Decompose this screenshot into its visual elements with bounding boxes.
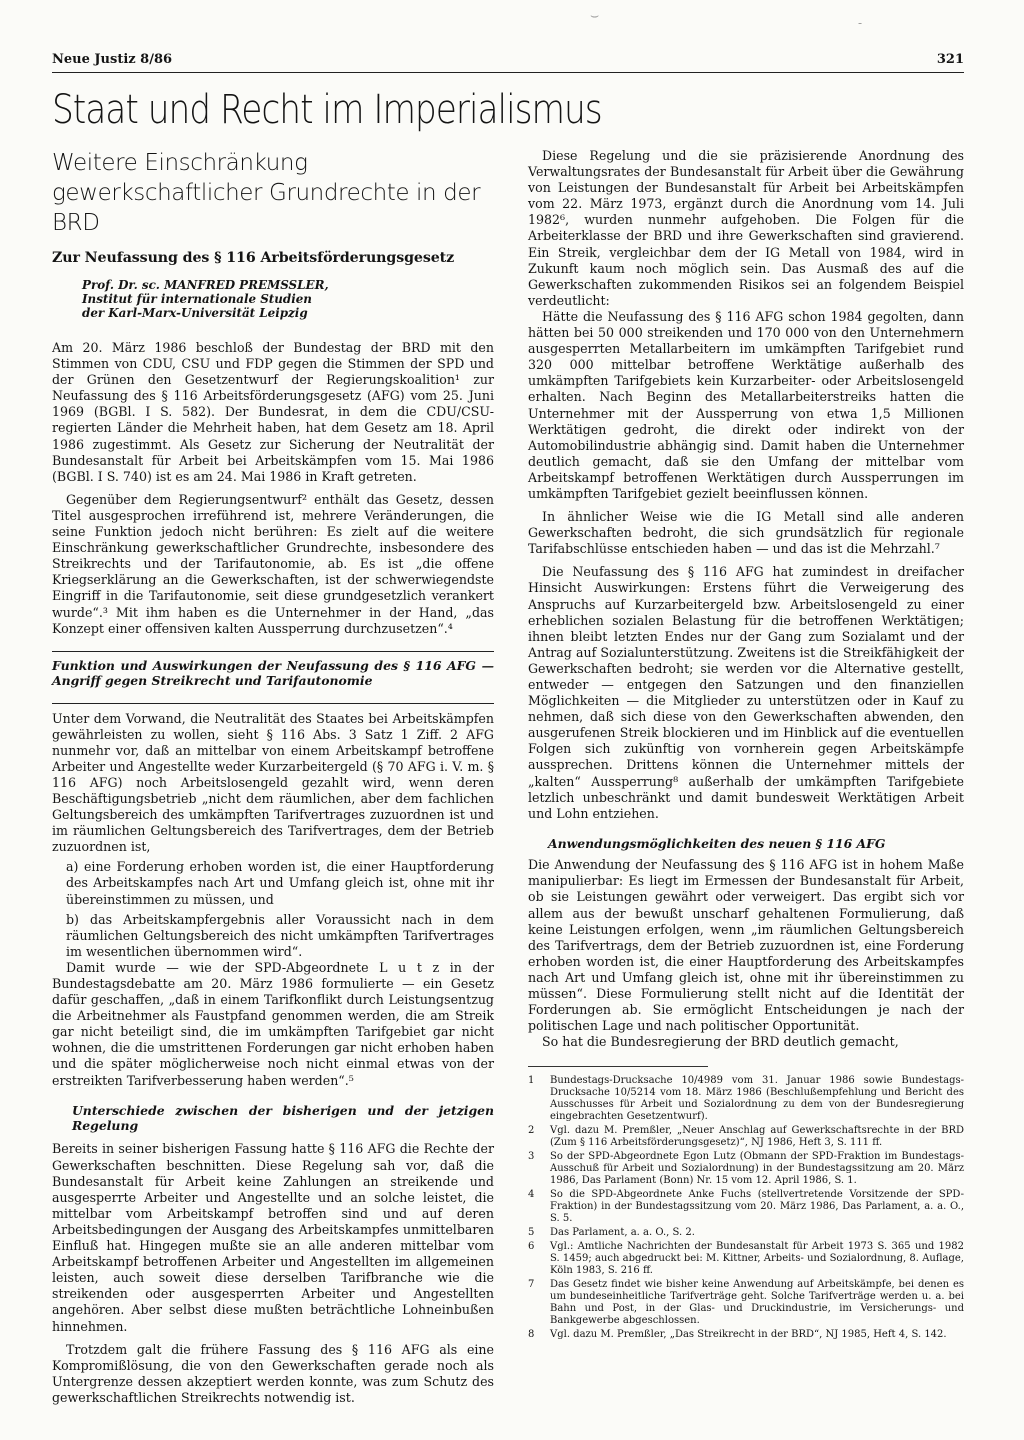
footnote-text: Vgl.: Amtliche Nachrichten der Bundesanstalt für Arbeit 1973 S. 365 und 1982 S. 1459; auch abgedruckt bei: M. Kittner, Arbeits- und Sozialordnung, 8. Auflage, Köln 1983, S. 216 ff. xyxy=(550,1241,964,1277)
author-block xyxy=(82,278,494,320)
author-name: Prof. Dr. sc. MANFRED PREMSSLER, xyxy=(82,278,329,292)
paragraph: Damit wurde — wie der SPD-Abgeordnete L u t z in der Bundestagsdebatte am 20. März 1986 formulierte — ein Gesetz dafür geschaffen, „daß in einem Tarifkonflikt durch Leistungsentzug die Arbeitnehmer als Faustpfand genommen werden, die am Streik gar nicht beteiligt sind, die im umkämpften Tarifgebiet gar nicht wohnen, die die umstrittenen Forderungen gar nicht erhoben haben und die später möglicherweise noch nicht einmal etwas von der erstreikten Tarifverbesserung haben werden“.⁵ xyxy=(52,959,494,1088)
subheading: Funktion und Auswirkungen der Neufassung des § 116 AFG — Angriff gegen Streikrecht und Tarifautonomie xyxy=(52,657,494,689)
footnote xyxy=(528,1075,964,1123)
footnote-number: 4 xyxy=(528,1189,535,1201)
paragraph: In ähnlicher Weise wie die IG Metall sind alle anderen Gewerkschaften bedroht, die sich grundsätzlich für regionale Tarifabschlüsse entschieden haben — und das ist die Mehrzahl.⁷ xyxy=(528,509,964,557)
paragraph: Hätte die Neufassung des § 116 AFG schon 1984 gegolten, dann hätten bei 50 000 streikenden und 170 000 von den Unternehmern ausgesperrten Metallarbeitern im umkämpften Tarifgebiet rund 320 000 mittelbar betroffene Werktätige außerhalb des umkämpften Tarifgebiets kein Kurzarbeiter- oder Arbeitslosengeld erhalten. Nach Beginn des Metallarbeiterstreiks hatten die Unternehmer mit der Aussperrung von etwa 1,5 Millionen Werktätigen gedroht, die direkt oder indirekt von der Automobilindustrie abhängig sind. Damit haben die Unternehmer deutlich gemacht, daß sie den Umfang der mittelbar vom Arbeitskampf betroffenen Werktätigen durch Aussperrungen im umkämpften Tarifgebiet gezielt beeinflussen können. xyxy=(528,308,964,501)
footnote xyxy=(528,1189,964,1225)
journal-name: Neue Justiz 8/86 xyxy=(52,52,173,67)
subheading: Anwendungsmöglichkeiten des neuen § 116 AFG xyxy=(548,835,886,851)
footnote-text: So der SPD-Abgeordnete Egon Lutz (Obmann der SPD-Fraktion im Bundestags-Ausschuß für Arbeit und Sozialordnung) in der Bundestagssitzung am 20. März 1986, Das Parlament (Bonn) Nr. 15 vom 12. April 1986, S. 1. xyxy=(550,1151,964,1187)
paragraph: Die Neufassung des § 116 AFG hat zumindest in dreifacher Hinsicht Auswirkungen: Erstens führt die Verweigerung des Anspruchs auf Kurzarbeitergeld bzw. Arbeitslosengeld zu einer erheblichen sozialen Belastung für die betroffenen Werktätigen; ihnen bleibt letzten Endes nur der Gang zum Sozialamt und der Antrag auf Sozialunterstützung. Zweitens ist die Streikfähigkeit der Gewerkschaften bedroht; sie werden vor die Alternative gestellt, entweder — entgegen den Satzungen und den finanziellen Möglichkeiten — die Mitglieder zu unterstützen oder in Kauf zu nehmen, daß sich diese von den Gewerkschaften abwenden, den ausgerufenen Streik blockieren und im Hinblick auf die eventuellen Folgen sich zukünftig von vornherein gegen Arbeitskämpfe aussprechen. Drittens können die Unternehmer mittels der „kalten“ Aussperrung⁸ außerhalb der umkämpften Tarifgebiete letzlich unbeschränkt und damit bundesweit Werktätigen Arbeit und Lohn entziehen. xyxy=(528,564,964,821)
footnote xyxy=(528,1125,964,1149)
footnote-text: Das Gesetz findet wie bisher keine Anwendung auf Arbeitskämpfe, bei denen es um bundeseinheitliche Tarifverträge geht. Solche Tarifverträge werden u. a. bei Bahn und Post, in der Glas- und Druckindustrie, im Versicherungs- und Bankgewerbe abgeschlossen. xyxy=(550,1279,964,1327)
footnote-number: 8 xyxy=(528,1329,535,1341)
footnotes xyxy=(528,1075,964,1341)
article-title xyxy=(52,148,494,238)
footnote-text: Vgl. dazu M. Premßler, „Neuer Anschlag auf Gewerkschaftsrechte in der BRD (Zum § 116 Arbeitsförderungsgesetz)“, NJ 1986, Heft 3, S. 111 ff. xyxy=(550,1125,964,1149)
footnote xyxy=(528,1151,964,1187)
list-item: b) das Arbeitskampfergebnis aller Voraussicht nach in dem räumlichen Geltungsbereich des nicht umkämpften Tarifvertrages im wesentlichen übernommen wird“. xyxy=(66,911,494,959)
page-number: 321 xyxy=(936,52,964,67)
footnote xyxy=(528,1227,964,1239)
paragraph: Am 20. März 1986 beschloß der Bundestag der BRD mit den Stimmen von CDU, CSU und FDP gegen die Stimmen der SPD und der Grünen den Gesetzentwurf der Regierungskoalition¹ zur Neufassung des § 116 Arbeitsförderungsgesetz (AFG) vom 25. Juni 1969 (BGBl. I S. 582). Der Bundesrat, in dem die CDU/CSU-regierten Länder die Mehrheit haben, hat dem Gesetz am 18. April 1986 zugestimmt. Als Gesetz zur Sicherung der Neutralität der Bundesanstalt für Arbeit bei Arbeitskämpfen vom 15. Mai 1986 (BGBl. I S. 740) ist es am 24. Mai 1986 in Kraft getreten. xyxy=(52,340,494,484)
right-column xyxy=(528,148,964,1343)
author-institute: Institut für internationale Studien xyxy=(82,292,312,306)
paragraph: Trotzdem galt die frühere Fassung des § 116 AFG als eine Kompromißlösung, die von den Gewerkschaften gerade noch als Untergrenze dessen akzeptiert werden konnte, was zum Schutz des gewerkschaftlichen Streikrechts notwendig ist. xyxy=(52,1341,494,1405)
paragraph: So hat die Bundesregierung der BRD deutlich gemacht, xyxy=(542,1034,899,1050)
footnote-number: 1 xyxy=(528,1075,535,1087)
scan-mark: ⌣ xyxy=(590,8,600,24)
article-title-line-2: gewerkschaftlicher Grundrechte in der BRD xyxy=(52,180,481,236)
footnote-rule xyxy=(528,1066,708,1067)
footnote-text: Vgl. dazu M. Premßler, „Das Streikrecht in der BRD“, NJ 1985, Heft 4, S. 142. xyxy=(550,1329,947,1341)
article-title-line-1: Weitere Einschränkung xyxy=(52,150,308,176)
paragraph: Diese Regelung und die sie präzisierende Anordnung des Verwaltungsrates der Bundesanstalt für Arbeit über die Gewährung von Leistungen der Bundesanstalt für Arbeit bei Arbeitskämpfen vom 22. März 1973, ergänzt durch die Anordnung vom 14. Juli 1982⁶, wurden nunmehr aufgehoben. Die Folgen für die Arbeiterklasse der BRD und ihre Gewerkschaften sind gravierend. Ein Streik, vergleichbar dem der IG Metall von 1984, wird in Zukunft kaum noch möglich sein. Das Ausmaß des auf die Gewerkschaften zukommenden Risikos sei an folgendem Beispiel verdeutlicht: xyxy=(528,148,964,308)
footnote-number: 2 xyxy=(528,1125,535,1137)
footnote-number: 5 xyxy=(528,1227,535,1239)
footnote-text: Bundestags-Drucksache 10/4989 vom 31. Januar 1986 sowie Bundestags-Drucksache 10/5214 vom 18. März 1986 (Beschlußempfehlung und Bericht des Ausschusses für Arbeit und Sozialordnung zu dem von der Bundesregierung eingebrachten Gesetzentwurf). xyxy=(550,1075,964,1123)
section-title: Staat und Recht im Imperialismus xyxy=(52,87,602,133)
list-item: a) eine Forderung erhoben worden ist, die einer Hauptforderung des Arbeitskampfes nach Art und Umfang gleich ist, ohne mit ihr übereinstimmen zu müssen, und xyxy=(66,859,494,907)
paragraph: Unter dem Vorwand, die Neutralität des Staates bei Arbeitskämpfen gewährleisten zu wollen, sieht § 116 Abs. 3 Satz 1 Ziff. 2 AFG nunmehr vor, daß an mittelbar von einem Arbeitskampf betroffene Arbeiter und Angestellte weder Kurzarbeitergeld (§ 70 AFG i. V. m. § 116 AFG) noch Arbeitslosengeld gezahlt wird, wenn deren Beschäftigungsbetrieb „nicht dem räumlichen, aber dem fachlichen Geltungsbereich des umkämpften Tarifvertrages zuzuordnen ist und im räumlichen Geltungsbereich des Tarifvertrages, dem der Betrieb zuzuordnen ist, xyxy=(52,710,494,855)
running-header xyxy=(52,52,964,73)
section-rule xyxy=(52,651,494,652)
footnote-number: 3 xyxy=(528,1151,535,1163)
footnote-number: 6 xyxy=(528,1241,535,1253)
section-rule xyxy=(52,703,494,704)
footnote xyxy=(528,1241,964,1277)
paragraph: Gegenüber dem Regierungsentwurf² enthält das Gesetz, dessen Titel ausgesprochen irreführend ist, mehrere Veränderungen, die seine Funktion jedoch nicht berühren: Es zielt auf die weitere Einschränkung gewerkschaftlicher Grundrechte, insbesondere des Streikrechts und der Tarifautonomie, ab. Es ist „die offene Kriegserklärung an die Gewerkschaften, ist der schwerwiegendste Eingriff in die Tarifautonomie, seit diese grundgesetzlich verankert wurde“.³ Mit ihm haben es die Unternehmer in der Hand, „das Konzept einer offensiven kalten Aussperrung durchzusetzen“.⁴ xyxy=(52,491,494,636)
paragraph: Die Anwendung der Neufassung des § 116 AFG ist in hohem Maße manipulierbar: Es liegt im Ermessen der Bundesanstalt für Arbeit, ob sie Leistungen gewährt oder verweigert. Das ergibt sich vor allem aus der bewußt unscharf gehaltenen Formulierung, daß keine Leistungen erfolgen, wenn „im räumlichen Geltungsbereich des Tarifvertrags, dem der Betrieb zuzuordnen ist, eine Forderung erhoben worden ist, die einer Hauptforderung des Arbeitskampfes nach Art und Umfang gleich ist, ohne mit ihr übereinstimmen zu müssen“. Diese Formulierung stellt nicht auf die Identität der Forderungen ab. Sie ermöglicht Entscheidungen je nach der politischen Lage und nach politischer Opportunität. xyxy=(528,857,964,1034)
subheading: Unterschiede zwischen der bisherigen und der jetzigen Regelung xyxy=(72,1102,494,1134)
footnote-number: 7 xyxy=(528,1279,535,1291)
paragraph: Bereits in seiner bisherigen Fassung hatte § 116 AFG die Rechte der Gewerkschaften beschnitten. Diese Regelung sah vor, daß die Bundesanstalt für Arbeit keine Zahlungen an streikende und ausgesperrte Arbeiter und Angestellte und an solche leistet, die mittelbar vom Arbeitskampf betroffen sind und auf deren Arbeitsbedingungen der Ausgang des Arbeitskampfes unmittelbaren Einfluß hat. Hingegen mußte sie an alle anderen mittelbar vom Arbeitskampf betroffenen Arbeiter und Angestellten im allgemeinen leisten, auch soweit diese derselben Tarifbranche wie die streikenden oder ausgesperrten Arbeiter und Angestellten angehören. Aber selbst diese mußten beträchtliche Lohneinbußen hinnehmen. xyxy=(52,1141,494,1334)
footnote xyxy=(528,1329,964,1341)
footnote xyxy=(528,1279,964,1327)
footnote-text: So die SPD-Abgeordnete Anke Fuchs (stellvertretende Vorsitzende der SPD-Fraktion) in der Bundestagssitzung vom 20. März 1986, Das Parlament, a. a. O., S. 5. xyxy=(550,1189,964,1225)
left-column xyxy=(52,148,494,1406)
article-subtitle: Zur Neufassung des § 116 Arbeitsförderungsgesetz xyxy=(52,250,455,266)
scan-mark: ‑ xyxy=(858,16,863,30)
author-university: der Karl-Marx-Universität Leipzig xyxy=(82,306,308,320)
footnote-text: Das Parlament, a. a. O., S. 2. xyxy=(550,1227,695,1239)
